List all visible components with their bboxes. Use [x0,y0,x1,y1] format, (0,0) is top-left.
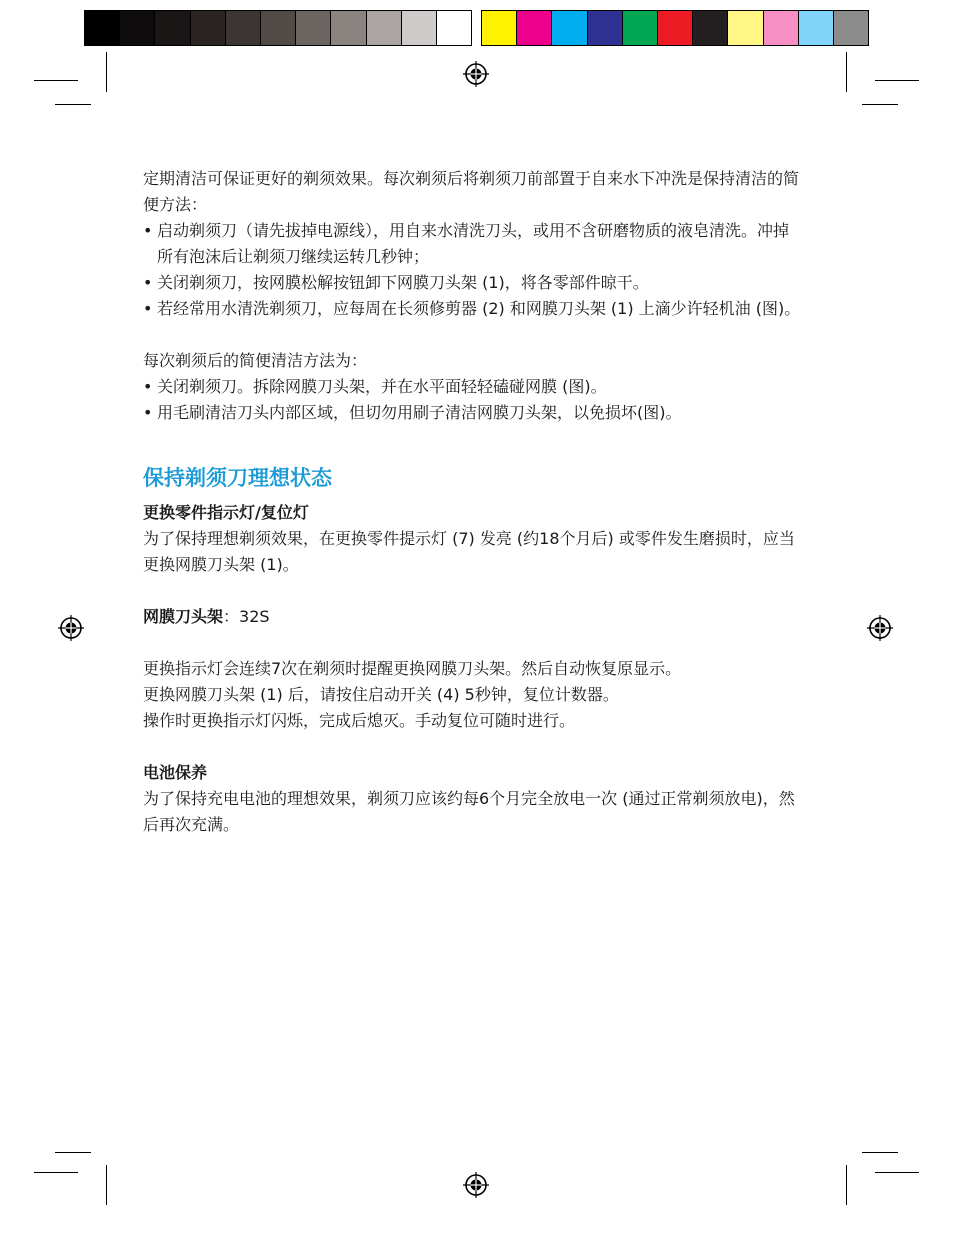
color-swatch [331,11,366,45]
color-calibration-strip [481,10,869,46]
color-swatch [155,11,190,45]
color-swatch [367,11,402,45]
color-swatch [552,11,587,45]
list-item [143,374,803,400]
color-swatch [588,11,623,45]
list-item [143,296,803,322]
crop-mark [846,52,847,92]
list-item-text: 若经常用水清洗剃须刀，应每周在长须修剪器 (2) 和网膜刀头架 (1) 上滴少许轻机油 (图)。 [157,299,801,318]
registration-mark-icon [58,615,84,641]
color-swatch [728,11,763,45]
bullet-icon: • [143,221,153,240]
part-code: 32S [239,607,270,626]
section-title: 保持剃须刀理想状态 [143,466,332,490]
color-swatch [482,11,517,45]
bullet-icon: • [143,377,153,396]
color-swatch [764,11,799,45]
list-item [143,218,803,270]
list-item-text: 关闭剃须刀。拆除网膜刀头架，并在水平面轻轻磕碰网膜 (图)。 [157,377,607,396]
crop-mark [55,104,91,105]
indicator-line: 更换指示灯会连续7次在剃须时提醒更换网膜刀头架。然后自动恢复原显示。 [143,659,682,678]
crop-mark [846,1165,847,1205]
crop-mark [106,52,107,92]
color-swatch [402,11,437,45]
part-separator: ： [223,607,240,626]
color-swatch [799,11,834,45]
list-item-text: 关闭剃须刀，按网膜松解按钮卸下网膜刀头架 (1)，将各零部件晾干。 [157,273,649,292]
color-swatch [85,11,120,45]
bullet-icon: • [143,299,153,318]
indicator-line: 操作时更换指示灯闪烁，完成后熄灭。手动复位可随时进行。 [143,711,576,730]
list-item-text: 用毛刷清洁刀头内部区域，但切勿用刷子清洁网膜刀头架，以免损坏(图)。 [157,403,682,422]
registration-mark-icon [463,1172,489,1198]
replacement-indicator-heading: 更换零件指示灯/复位灯 [143,503,309,522]
registration-mark-icon [463,61,489,87]
crop-mark [862,1152,898,1153]
battery-heading: 电池保养 [143,763,208,782]
color-swatch [191,11,226,45]
indicator-line: 更换网膜刀头架 (1) 后，请按住启动开关 (4) 5秒钟，复位计数器。 [143,685,619,704]
battery-text: 为了保持充电电池的理想效果，剃须刀应该约每6个月完全放电一次 (通过正常剃须放电)，然后再次充满。 [143,789,795,834]
cleaning-intro: 定期清洁可保证更好的剃须效果。每次剃须后将剃须刀前部置于自来水下冲洗是保持清洁的简便方法： [143,169,800,214]
replacement-indicator-text: 为了保持理想剃须效果，在更换零件提示灯 (7) 发亮 (约18个月后) 或零件发生磨损时，应当更换网膜刀头架 (1)。 [143,529,795,574]
color-swatch [834,11,868,45]
list-item-text: 启动剃须刀（请先拔掉电源线），用自来水清洗刀头，或用不含研磨物质的液皂清洗。冲掉所有泡沫后让剃须刀继续运转几秒钟； [157,221,790,266]
list-item [143,400,803,426]
page-content [143,166,803,838]
color-swatch [658,11,693,45]
part-label: 网膜刀头架 [143,607,224,626]
crop-mark [55,1152,91,1153]
color-swatch [437,11,471,45]
quick-clean-intro: 每次剃须后的简便清洁方法为： [143,351,368,370]
bullet-icon: • [143,273,153,292]
crop-mark [106,1165,107,1205]
color-swatch [120,11,155,45]
color-swatch [226,11,261,45]
list-item [143,270,803,296]
crop-mark [875,80,919,81]
color-swatch [261,11,296,45]
color-swatch [693,11,728,45]
registration-mark-icon [867,615,893,641]
crop-mark [862,104,898,105]
bullet-icon: • [143,403,153,422]
crop-mark [34,1172,78,1173]
color-swatch [623,11,658,45]
crop-mark [34,80,78,81]
part-number-line [143,604,803,630]
color-swatch [517,11,552,45]
crop-mark [875,1172,919,1173]
color-swatch [296,11,331,45]
grayscale-calibration-strip [84,10,472,46]
